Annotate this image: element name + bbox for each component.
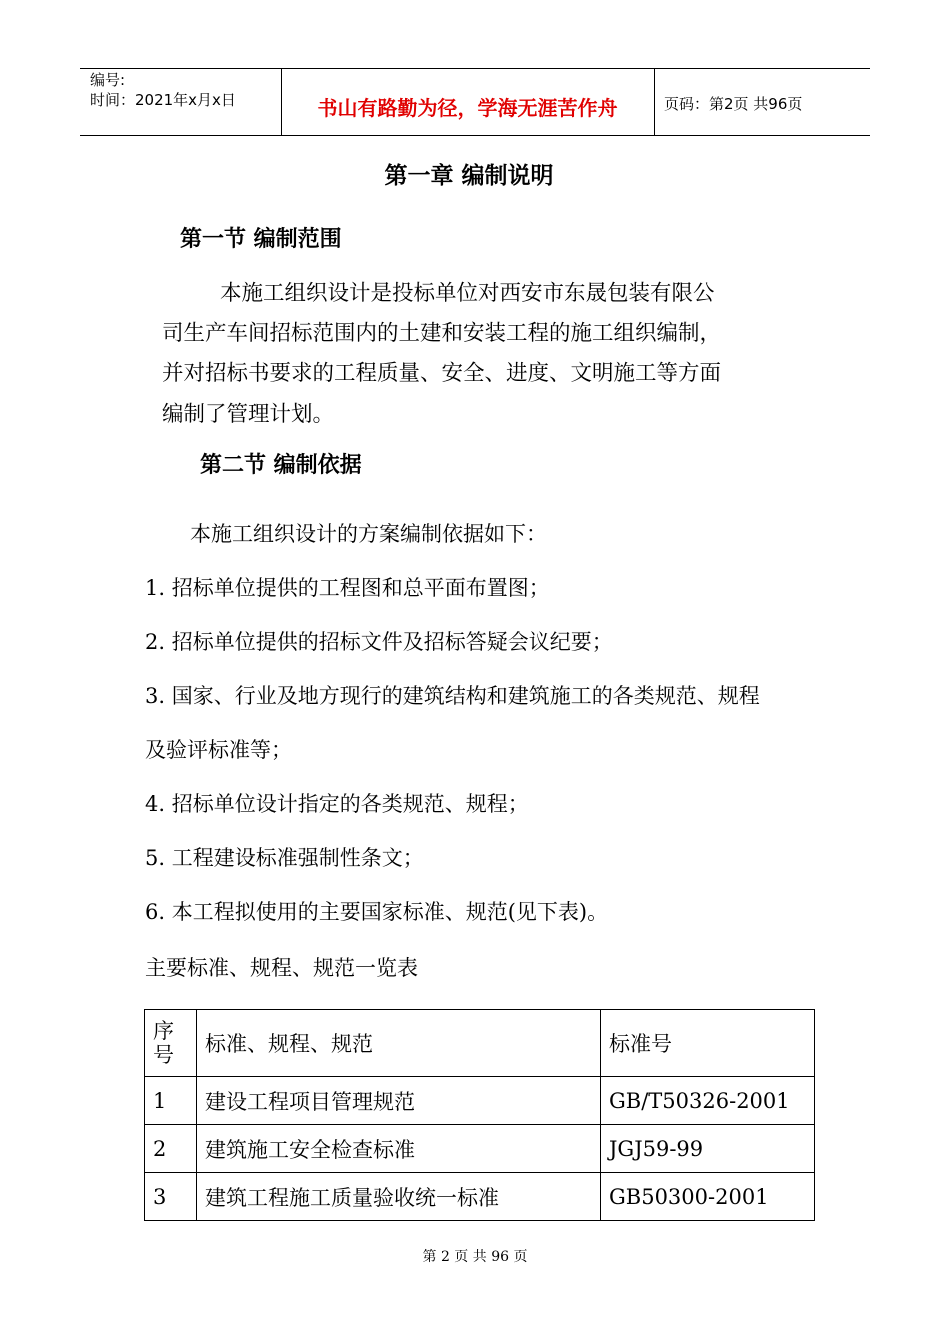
table-header-row	[145, 1010, 815, 1077]
section1-line-2: 司生产车间招标范围内的土建和安装工程的施工组织编制，	[162, 321, 722, 346]
header-page-info: 页码：第2页 共96页	[664, 95, 803, 113]
standards-table	[144, 1009, 815, 1221]
section1-title: 第一节 编制范围	[180, 227, 342, 252]
table-header-seq-label: 序号	[153, 1019, 174, 1067]
basis-item-5: 5. 工程建设标准强制性条文；	[145, 846, 424, 870]
header-time-label: 时间：2021年x月x日	[90, 91, 236, 109]
table-header-seq	[145, 1010, 197, 1077]
table-cell-code: GB50300-2001	[601, 1173, 815, 1221]
header-bottom-rule	[80, 135, 870, 136]
table-cell-name: 建筑工程施工质量验收统一标准	[197, 1173, 601, 1221]
section1-line-1: 本施工组织设计是投标单位对西安市东晟包装有限公	[220, 281, 715, 306]
table-row	[145, 1077, 815, 1125]
section1-line-4: 编制了管理计划。	[162, 402, 335, 427]
basis-item-3-cont: 及验评标准等；	[145, 738, 292, 762]
table-cell-name: 建筑施工安全检查标准	[197, 1125, 601, 1173]
basis-item-1: 1. 招标单位提供的工程图和总平面布置图；	[145, 576, 550, 600]
basis-item-4: 4. 招标单位设计指定的各类规范、规程；	[145, 792, 529, 816]
basis-item-3: 3. 国家、行业及地方现行的建筑结构和建筑施工的各类规范、规程	[145, 684, 760, 708]
section2-intro: 本施工组织设计的方案编制依据如下：	[190, 522, 547, 546]
header-motto: 书山有路勤为径，学海无涯苦作舟	[317, 96, 618, 120]
table-row	[145, 1125, 815, 1173]
table-cell-code: JGJ59-99	[601, 1125, 815, 1173]
basis-item-2: 2. 招标单位提供的招标文件及招标答疑会议纪要；	[145, 630, 613, 654]
header-top-rule	[80, 68, 870, 69]
table-header-code: 标准号	[601, 1010, 815, 1077]
basis-item-6: 6. 本工程拟使用的主要国家标准、规范(见下表)。	[145, 900, 609, 924]
header-divider-right	[654, 68, 655, 135]
header-meta	[90, 70, 236, 110]
table-cell-name: 建设工程项目管理规范	[197, 1077, 601, 1125]
table-cell-code: GB/T50326-2001	[601, 1077, 815, 1125]
table-cell-seq: 3	[145, 1173, 197, 1221]
section2-title: 第二节 编制依据	[200, 453, 362, 478]
table-row	[145, 1173, 815, 1221]
section1-line-3: 并对招标书要求的工程质量、安全、进度、文明施工等方面	[162, 361, 722, 386]
chapter-title: 第一章 编制说明	[384, 163, 554, 189]
table-cell-seq: 1	[145, 1077, 197, 1125]
page-footer: 第 2 页 共 96 页	[422, 1249, 528, 1265]
table-cell-seq: 2	[145, 1125, 197, 1173]
table-header-name: 标准、规程、规范	[197, 1010, 601, 1077]
table-caption: 主要标准、规程、规范一览表	[145, 956, 418, 980]
header-number-label: 编号:	[90, 71, 126, 89]
